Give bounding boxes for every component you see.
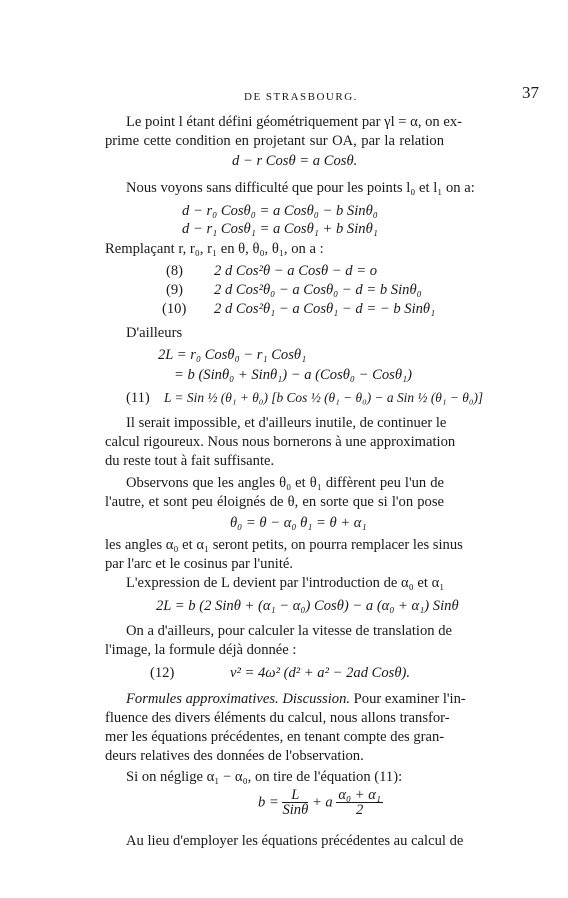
- text-line: les angles α₀ et α₁ seront petits, on pourra remplacer les sinus: [105, 537, 463, 553]
- text-line: l'image, la formule déjà donnée :: [105, 642, 297, 658]
- running-title: DE STRASBOURG.: [244, 91, 358, 103]
- equation: = b (Sinθ₀ + Sinθ₁) − a (Cosθ₀ − Cosθ₁): [174, 367, 412, 383]
- equation-number: (12): [150, 665, 175, 681]
- text-line: L'expression de L devient par l'introduction de α₀ et α₁: [126, 575, 445, 591]
- fraction-denominator: Sinθ: [282, 802, 309, 818]
- equation: d − r₀ Cosθ₀ = a Cosθ₀ − b Sinθ₀: [182, 203, 378, 219]
- equation: θ₀ = θ − α₀ θ₁ = θ + α₁: [230, 515, 367, 531]
- equation: 2L = b (2 Sinθ + (α₁ − α₀) Cosθ) − a (α₀ + α₁) Sinθ: [156, 598, 459, 614]
- text-line: fluence des divers éléments du calcul, nous allons transfor-: [105, 710, 450, 726]
- text-line: [126, 690, 466, 708]
- equation: [258, 788, 383, 817]
- equation-number: (11): [126, 390, 150, 406]
- text-span: Pour examiner l'in-: [350, 691, 466, 707]
- equation: 2 d Cos²θ₁ − a Cosθ₁ − d = − b Sinθ₁: [214, 301, 436, 317]
- text-line: calcul rigoureux. Nous nous bornerons à une approximation: [105, 434, 456, 450]
- fraction-numerator: L: [282, 788, 308, 803]
- fraction: [336, 788, 383, 817]
- fraction: [282, 788, 308, 817]
- equation-term: + a: [311, 794, 333, 811]
- equation-number: (10): [162, 301, 187, 317]
- section-heading: Formules approximatives. Discussion.: [126, 691, 351, 707]
- text-line: deurs relatives des données de l'observation.: [105, 748, 364, 764]
- equation: d − r₁ Cosθ₁ = a Cosθ₁ + b Sinθ₁: [182, 221, 378, 237]
- text-line: Si on néglige α₁ − α₀, on tire de l'équation (11):: [126, 769, 403, 785]
- text-line: Remplaçant r, r₀, r₁ en θ, θ₀, θ₁, on a :: [105, 241, 324, 257]
- page-number: 37: [522, 83, 539, 102]
- equation: d − r Cosθ = a Cosθ.: [232, 153, 358, 169]
- fraction-denominator: 2: [356, 802, 364, 818]
- fraction-numerator: α₀ + α₁: [338, 787, 382, 803]
- equation: 2 d Cos²θ − a Cosθ − d = o: [214, 263, 377, 279]
- equation: 2 d Cos²θ₀ − a Cosθ₀ − d = b Sinθ₀: [214, 282, 422, 298]
- text-line: Le point l étant défini géométriquement par γl = α, on ex-: [126, 114, 462, 130]
- equation: 2L = r₀ Cosθ₀ − r₁ Cosθ₁: [158, 347, 307, 363]
- text-line: Nous voyons sans difficulté que pour les points l₀ et l₁ on a:: [126, 180, 475, 196]
- text-line: par l'arc et le cosinus par l'unité.: [105, 556, 294, 572]
- equation: v² = 4ω² (d² + a² − 2ad Cosθ).: [230, 665, 411, 681]
- equation-number: (9): [166, 282, 184, 298]
- text-line: mer les équations précédentes, en tenant compte des gran-: [105, 729, 445, 745]
- text-line: Il serait impossible, et d'ailleurs inutile, de continuer le: [126, 415, 447, 431]
- text-line: l'autre, et sont peu éloignés de θ, en sorte que si l'on pose: [105, 494, 444, 510]
- text-line: On a d'ailleurs, pour calculer la vitesse de translation de: [126, 623, 453, 639]
- text-line: du reste tout à fait suffisante.: [105, 453, 275, 469]
- text-line: prime cette condition en projetant sur OA, par la relation: [105, 133, 444, 149]
- equation: L = Sin ½ (θ₁ + θ₀) [b Cos ½ (θ₁ − θ₀) − a Sin ½ (θ₁ − θ₀)]: [164, 390, 484, 405]
- text-line: Observons que les angles θ₀ et θ₁ diffèrent peu l'un de: [126, 475, 444, 491]
- text-line: D'ailleurs: [126, 325, 183, 341]
- equation-number: (8): [166, 263, 184, 279]
- text-line: Au lieu d'employer les équations précédentes au calcul de: [126, 833, 464, 849]
- equation-lhs: b =: [258, 794, 279, 811]
